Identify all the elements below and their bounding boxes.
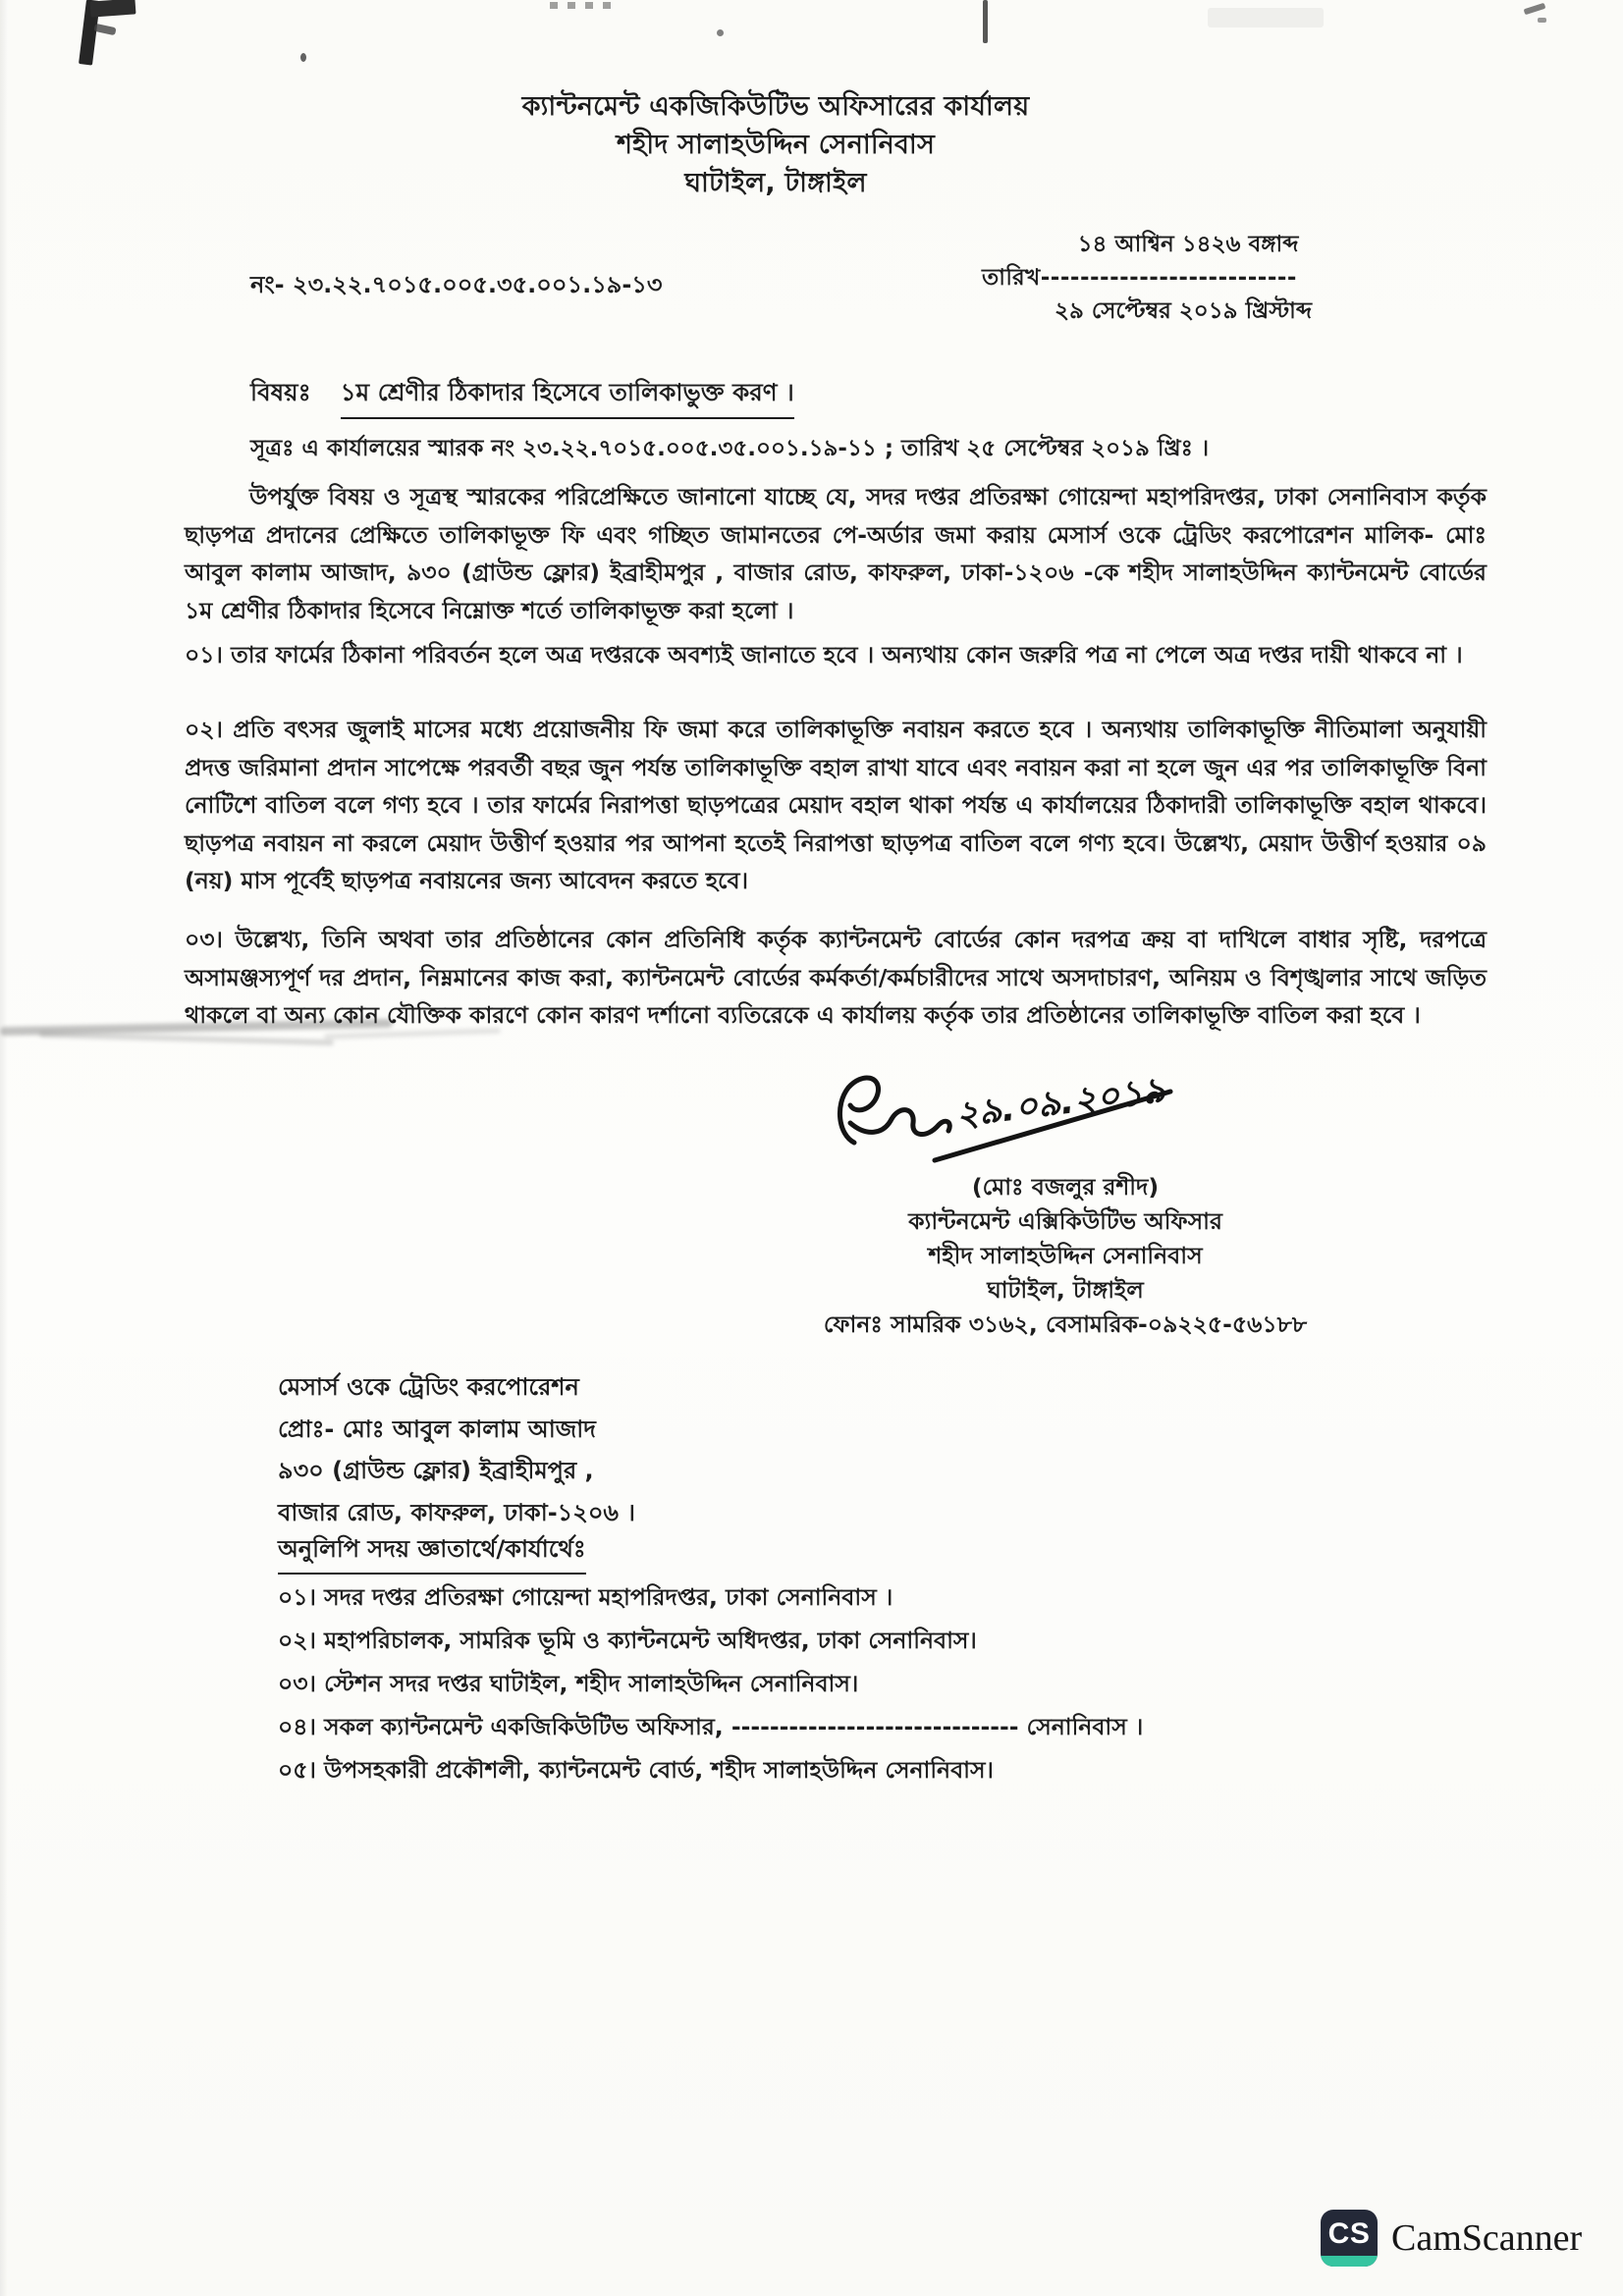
camscanner-logo-text: CS bbox=[1327, 2217, 1371, 2250]
cc-heading: অনুলিপি সদয় জ্ঞাতার্থে/কার্যার্থেঃ bbox=[278, 1531, 586, 1575]
office-location: ঘাটাইল, টাঙ্গাইল bbox=[684, 168, 867, 198]
cc-item: ০৫। উপসহকারী প্রকৌশলী, ক্যান্টনমেন্ট বোর্ড, শহীদ সালাহউদ্দিন সেনানিবাস। bbox=[278, 1756, 994, 1784]
cc-item: ০৩। স্টেশন সদর দপ্তর ঘাটাইল, শহীদ সালাহউদ্দিন সেনানিবাস। bbox=[278, 1670, 859, 1697]
subject-text: ১ম শ্রেণীর ঠিকাদার হিসেবে তালিকাভুক্ত করণ । bbox=[341, 375, 794, 419]
camscanner-watermark bbox=[1321, 2210, 1582, 2267]
date-block bbox=[982, 228, 1355, 328]
scan-artifact-line bbox=[983, 0, 988, 43]
condition-paragraph-03: ০৩। উল্লেখ্য, তিনি অথবা তার প্রতিষ্ঠানের কোন প্রতিনিধি কর্তৃক ক্যান্টনমেন্ট বোর্ডের কোন দরপত্র ক্রয় বা দাখিলে বাধার সৃষ্টি, দরপত্রে অসামঞ্জস্যপূর্ণ দর প্রদান, নিম্নমানের কাজ করা, ক্যান্টনমেন্ট বোর্ডের কর্মকর্তা/কর্মচারীদের সাথে অসদাচারণ, অনিয়ম ও বিশৃঙ্খলার সাথে জড়িত থাকলে বা অন্য কোন যৌক্তিক কারণে কোন কারণ দর্শানো ব্যতিরেকে এ কার্যালয় কর্তৃক তার প্রতিষ্ঠানের তালিকাভূক্তি বাতিল করা হবে । bbox=[185, 926, 1487, 1029]
addressee-block bbox=[278, 1366, 635, 1533]
body-intro-paragraph: উপর্যুক্ত বিষয় ও সূত্রস্থ স্মারকের পরিপ্রেক্ষিতে জানানো যাচ্ছে যে, সদর দপ্তর প্রতিরক্ষা গোয়েন্দা মহাপরিদপ্তর, ঢাকা সেনানিবাস কর্তৃক ছাড়পত্র প্রদানের প্রেক্ষিতে তালিকাভূক্ত ফি এবং গচ্ছিত জামানতের পে-অর্ডার জমা করায় মেসার্স ওকে ট্রেডিং করপোরেশন মালিক- মোঃ আবুল কালাম আজাদ, ৯৩০ (গ্রাউন্ড ফ্লোর) ইব্রাহীমপুর , বাজার রোড, কাফরুল, ঢাকা-১২০৬ -কে শহীদ সালাহউদ্দিন ক্যান্টনমেন্ট বোর্ডের ১ম শ্রেণীর ঠিকাদার হিসেবে নিম্নোক্ত শর্তে তালিকাভূক্ত করা হলো । bbox=[185, 483, 1487, 624]
condition-paragraph-02: ০২। প্রতি বৎসর জুলাই মাসের মধ্যে প্রয়োজনীয় ফি জমা করে তালিকাভূক্তি নবায়ন করতে হবে । অন্যথায় তালিকাভূক্তি নীতিমালা অনুযায়ী প্রদত্ত জরিমানা প্রদান সাপেক্ষে পরবর্তী বছর জুন পর্যন্ত তালিকাভূক্তি বহাল রাখা যাবে এবং নবায়ন করা না হলে জুন এর পর তালিকাভূক্তি বিনা নোটিশে বাতিল বলে গণ্য হবে । তার ফার্মের নিরাপত্তা ছাড়পত্রের মেয়াদ বহাল থাকা পর্যন্ত এ কার্যালয়ের ঠিকাদারী তালিকাভূক্তি বহাল থাকবে। ছাড়পত্র নবায়ন না করলে মেয়াদ উত্তীর্ণ হওয়ার পর আপনা হতেই নিরাপত্তা ছাড়পত্র বাতিল বলে গণ্য হবে। উল্লেখ্য, মেয়াদ উত্তীর্ণ হওয়ার ০৯ (নয়) মাস পূর্বেই ছাড়পত্র নবায়নের জন্য আবেদন করতে হবে। bbox=[185, 716, 1487, 894]
addressee-address-line2: বাজার রোড, কাফরুল, ঢাকা-১২০৬ । bbox=[278, 1498, 635, 1526]
scan-artifact-marks bbox=[1524, 3, 1546, 16]
cc-list bbox=[278, 1575, 1143, 1791]
office-name: ক্যান্টনমেন্ট একজিকিউটিভ অফিসারের কার্যালয় bbox=[521, 91, 1030, 122]
addressee-proprietor: প্রোঃ- মোঃ আবুল কালাম আজাদ bbox=[278, 1415, 596, 1443]
scan-edge-shadow bbox=[0, 0, 8, 2296]
scan-artifact-corner bbox=[93, 24, 116, 35]
bangla-calendar-date: ১৪ আশ্বিন ১৪২৬ বঙ্গাব্দ bbox=[1077, 232, 1299, 257]
scan-artifact-dot bbox=[717, 29, 724, 36]
signature-date: ২৯.০৯.২০১৯ bbox=[953, 1070, 1167, 1136]
scan-artifact-marks bbox=[1538, 18, 1546, 23]
scan-artifact-marks bbox=[550, 2, 619, 9]
subject-row bbox=[250, 375, 794, 419]
scan-artifact-corner bbox=[89, 0, 135, 18]
source-reference-line: সূত্রঃ এ কার্যালয়ের স্মারক নং ২৩.২২.৭০১৫.০০৫.৩৫.০০১.১৯-১১ ; তারিখ ২৫ সেপ্টেম্বর ২০১৯ খ্রিঃ । bbox=[250, 436, 1210, 461]
subject-label: বিষয়ঃ bbox=[250, 378, 311, 406]
scan-artifact-dot bbox=[300, 53, 306, 62]
scan-artifact-shadow bbox=[1208, 8, 1324, 27]
signatory-designation: ক্যান্টনমেন্ট এক্সিকিউটিভ অফিসার bbox=[908, 1207, 1222, 1235]
condition-paragraph-01: ০১। তার ফার্মের ঠিকানা পরিবর্তন হলে অত্র দপ্তরকে অবশ্যই জানাতে হবে । অন্যথায় কোন জরুরি পত্র না পেলে অত্র দপ্তর দায়ী থাকবে না । bbox=[185, 641, 1463, 668]
addressee-firm: মেসার্স ওকে ট্রেডিং করপোরেশন bbox=[278, 1373, 579, 1401]
camscanner-logo-icon bbox=[1321, 2210, 1378, 2267]
signatory-name: (মোঃ বজলুর রশীদ) bbox=[971, 1173, 1160, 1201]
signatory-location: ঘাটাইল, টাঙ্গাইল bbox=[987, 1276, 1144, 1304]
gregorian-date: ২৯ সেপ্টেম্বর ২০১৯ খ্রিস্টাব্দ bbox=[1055, 298, 1312, 324]
cantonment-name: শহীদ সালাহউদ্দিন সেনানিবাস bbox=[617, 130, 935, 160]
letterhead bbox=[236, 88, 1316, 203]
cc-item: ০৪। সকল ক্যান্টনমেন্ট একজিকিউটিভ অফিসার, ------------------------------ সেনানিবাস । bbox=[278, 1713, 1144, 1740]
camscanner-logo-strip bbox=[1321, 2256, 1378, 2267]
scan-artifact-corner bbox=[79, 0, 100, 66]
handwritten-signature bbox=[825, 1062, 1178, 1180]
addressee-address-line1: ৯৩০ (গ্রাউন্ড ফ্লোর) ইব্রাহীমপুর , bbox=[278, 1457, 594, 1484]
cc-item: ০১। সদর দপ্তর প্রতিরক্ষা গোয়েন্দা মহাপরিদপ্তর, ঢাকা সেনানিবাস । bbox=[278, 1583, 893, 1611]
date-label: তারিখ-------------------------- bbox=[982, 265, 1297, 291]
signatory-phone: ফোনঃ সামরিক ৩১৬২, বেসামরিক-০৯২২৫-৫৬১৮৮ bbox=[823, 1310, 1308, 1338]
camscanner-brand-text: CamScanner bbox=[1391, 2217, 1583, 2259]
signatory-cantonment: শহীদ সালাহউদ্দিন সেনানিবাস bbox=[928, 1242, 1203, 1269]
signatory-block bbox=[771, 1170, 1360, 1342]
cc-item: ০২। মহাপরিচালক, সামরিক ভূমি ও ক্যান্টনমেন্ট অধিদপ্তর, ঢাকা সেনানিবাস। bbox=[278, 1627, 977, 1654]
reference-number: নং- ২৩.২২.৭০১৫.০০৫.৩৫.০০১.১৯-১৩ bbox=[250, 271, 663, 298]
signature-scribble-icon bbox=[825, 1062, 1178, 1180]
